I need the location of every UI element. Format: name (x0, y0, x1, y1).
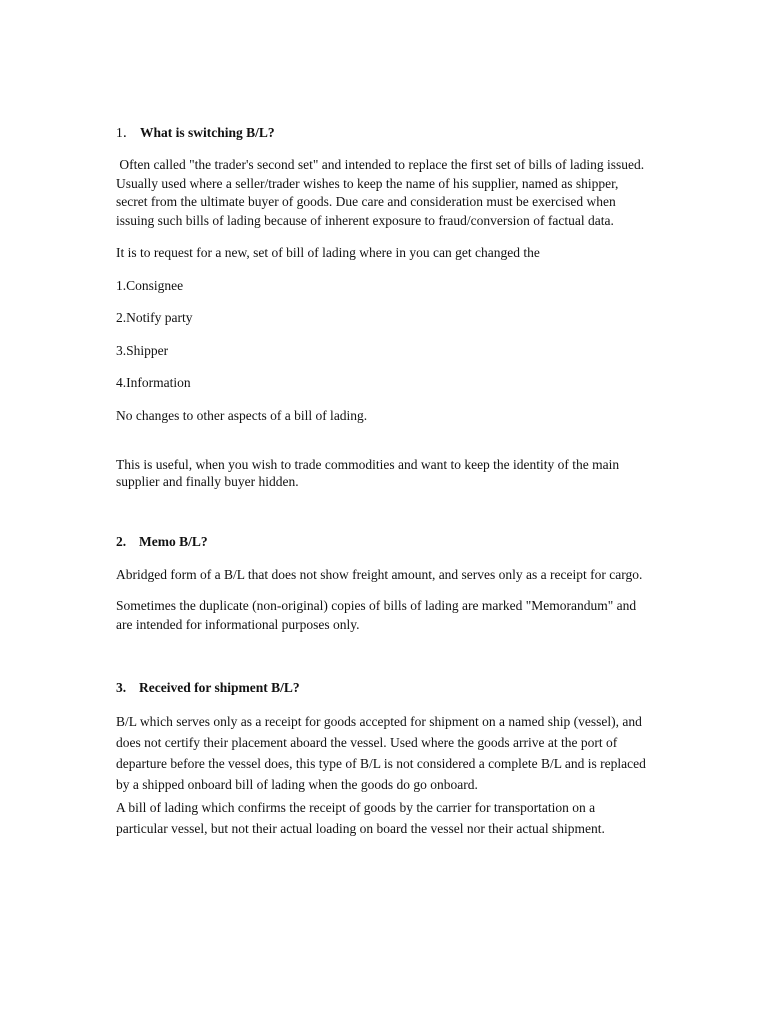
section-1-paragraph-1 (116, 156, 682, 230)
text-line: A bill of lading which confirms the receipt of goods by the carrier for transportation on a (116, 800, 596, 815)
text-line: It is to request for a new, set of bill of lading where in you can get changed the (116, 245, 540, 260)
section-1-paragraph-3 (116, 407, 682, 426)
list-item-label: 3.Shipper (116, 343, 169, 358)
section-1-paragraph-2 (116, 244, 682, 263)
section-2-number: 2. (116, 534, 127, 549)
text-line: departure before the vessel does, this type of B/L is not considered a complete B/L and is replaced (116, 756, 646, 771)
text-line: issuing such bills of lading because of inherent exposure to fraud/conversion of factual data. (116, 212, 614, 228)
text-line: This is useful, when you wish to trade commodities and want to keep the identity of the main (116, 457, 620, 472)
text-line: by a shipped onboard bill of lading when the goods do go onboard. (116, 777, 478, 792)
list-item-label: 2.Notify party (116, 310, 193, 325)
list-item-label: 4.Information (116, 375, 191, 390)
section-1-title: What is switching B/L? (140, 125, 275, 140)
text-line: B/L which serves only as a receipt for goods accepted for shipment on a named ship (vessel), and (116, 714, 642, 729)
section-2-paragraph-2 (116, 597, 682, 634)
text-line: Abridged form of a B/L that does not show freight amount, and serves only as a receipt for cargo. (116, 567, 643, 582)
section-1-paragraph-4 (116, 457, 682, 490)
text-line: Usually used where a seller/trader wishes to keep the name of his supplier, named as shipper, (116, 175, 619, 191)
text-line: does not certify their placement aboard the vessel. Used where the goods arrive at the port of (116, 735, 618, 750)
list-item-label: 1.Consignee (116, 278, 184, 293)
section-2-heading (116, 533, 208, 550)
text-line: supplier and finally buyer hidden. (116, 473, 299, 489)
section-1-heading (116, 124, 275, 141)
section-3-number: 3. (116, 680, 127, 695)
section-3-title: Received for shipment B/L? (139, 680, 300, 695)
text-line: secret from the ultimate buyer of goods. Due care and consideration must be exercised when (116, 194, 616, 209)
section-2-paragraph-1 (116, 566, 682, 585)
text-line: Sometimes the duplicate (non-original) copies of bills of lading are marked "Memorandum" and (116, 598, 637, 613)
text-line: Often called "the trader's second set" and intended to replace the first set of bills of lading issued. (116, 157, 645, 172)
section-3-heading (116, 679, 300, 696)
list-item-notify-party (116, 309, 682, 328)
section-3-paragraph-2 (116, 797, 682, 839)
section-2-title: Memo B/L? (139, 534, 208, 549)
text-line: No changes to other aspects of a bill of lading. (116, 408, 368, 423)
section-1-number: 1． (116, 125, 137, 140)
list-item-information (116, 374, 682, 393)
text-line: are intended for informational purposes only. (116, 616, 360, 632)
section-3-paragraph-1 (116, 711, 682, 795)
list-item-consignee (116, 277, 682, 296)
list-item-shipper (116, 342, 682, 361)
text-line: particular vessel, but not their actual loading on board the vessel nor their actual shipment. (116, 821, 605, 836)
